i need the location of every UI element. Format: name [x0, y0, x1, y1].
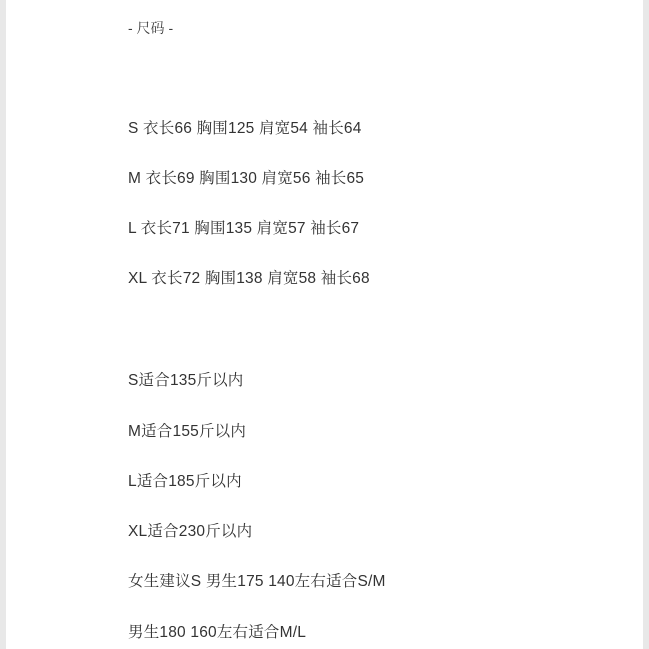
page-title: - 尺码 - [128, 20, 174, 36]
fit-row-s: S适合135斤以内 [128, 372, 244, 389]
fit-row-m: M适合155斤以内 [128, 423, 247, 440]
left-edge-rail [0, 0, 6, 649]
fit-row-xl: XL适合230斤以内 [128, 523, 253, 540]
size-row-l: L 衣长71 胸围135 肩宽57 袖长67 [128, 220, 360, 237]
right-edge-rail [643, 0, 649, 649]
size-row-m: M 衣长69 胸围130 肩宽56 袖长65 [128, 170, 365, 187]
fit-row-l: L适合185斤以内 [128, 473, 242, 490]
size-row-s: S 衣长66 胸围125 肩宽54 袖长64 [128, 120, 362, 137]
fit-recommendation-male: 男生180 160左右适合M/L [128, 624, 307, 641]
size-row-xl: XL 衣长72 胸围138 肩宽58 袖长68 [128, 270, 370, 287]
fit-recommendation-female: 女生建议S 男生175 140左右适合S/M [128, 573, 386, 590]
